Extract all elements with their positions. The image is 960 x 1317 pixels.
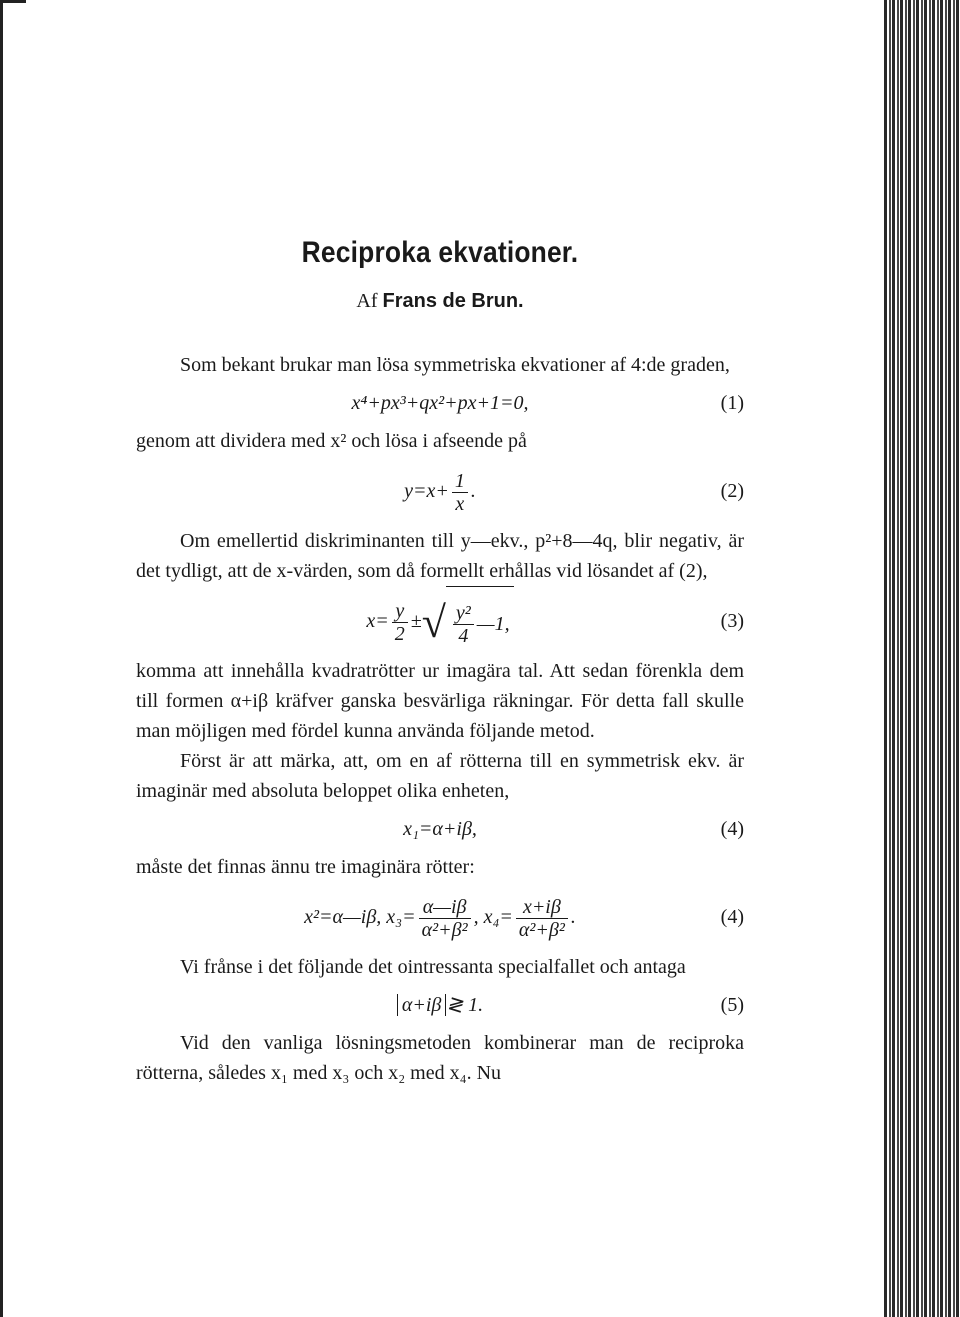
- equation-4-number: (4): [720, 818, 744, 840]
- radicand-tail: —1,: [476, 613, 510, 635]
- fraction-numerator: x+iβ: [516, 896, 568, 919]
- fraction-numerator: y²: [453, 602, 474, 625]
- equation-2-fraction: [452, 470, 468, 515]
- fraction-denominator: 2: [394, 623, 405, 645]
- equation-2: [136, 456, 744, 526]
- equation-6-rhs: 1.: [468, 994, 484, 1016]
- radicand: [446, 586, 514, 659]
- paragraph-6: måste det finnas ännu tre imaginära rötter:: [136, 856, 475, 878]
- scan-border-right: [884, 0, 960, 1317]
- author-name: Frans de Brun.: [382, 290, 524, 312]
- equation-4-body: x₁=α+iβ,: [403, 818, 477, 840]
- equation-1-body: x⁴+px³+qx²+px+1=0,: [351, 392, 529, 414]
- article: [136, 238, 744, 1088]
- paragraph-5: Först är att märka, att, om en af rötterna till en symmetrisk ekv. är imaginär med absoluta beloppet olika enheten,: [136, 750, 744, 802]
- equation-4: [136, 806, 744, 852]
- equation-5-fraction-1: [419, 896, 471, 941]
- equation-5-number: (4): [720, 906, 744, 928]
- paragraph-7: Vi frånse i det följande det ointressanta specialfallet och antaga: [180, 956, 686, 978]
- comparison-sign: ≷: [446, 994, 464, 1016]
- absolute-value: α+iβ: [397, 994, 447, 1016]
- equation-5-part-2: , x₄=: [473, 906, 513, 928]
- equation-2-tail: .: [470, 480, 476, 502]
- radical-sign-icon: √: [421, 597, 446, 647]
- equation-2-lhs: y=x+: [404, 480, 449, 502]
- equation-3-body: [366, 586, 513, 659]
- equation-5-part-1: x²=α—iβ, x₃=: [304, 906, 416, 928]
- scan-border-top: [0, 0, 26, 3]
- equation-6: [136, 982, 744, 1028]
- equation-1: [136, 380, 744, 426]
- paragraph-8: Vid den vanliga lösningsmetoden kombinerar man de reciproka rötterna, således x₁ med x₃ och x₂ med x₄. Nu: [136, 1032, 744, 1084]
- article-title: Reciproka ekvationer.: [301, 236, 579, 269]
- plus-minus-sign: ±: [410, 610, 422, 633]
- byline-prefix: Af: [356, 290, 378, 312]
- fraction-numerator: α—iβ: [419, 896, 471, 919]
- paragraph-4: komma att innehålla kvadratrötter ur imagära tal. Att sedan förenkla dem till formen α+iβ kräfver ganska besvärliga räkningar. För detta fall skulle man möjligen med fördel kunna använda följande metod.: [136, 660, 744, 742]
- equation-2-body: [404, 456, 476, 526]
- fraction-denominator: α²+β²: [518, 918, 565, 941]
- equation-3: [136, 586, 744, 656]
- paragraph-1: Som bekant brukar man lösa symmetriska ekvationer af 4:de graden,: [180, 354, 730, 376]
- equation-5-tail: .: [570, 906, 576, 928]
- equation-2-number: (2): [720, 480, 744, 502]
- byline: [136, 286, 744, 316]
- equation-3-fraction-1: [392, 600, 408, 645]
- fraction-denominator: 4: [458, 624, 469, 647]
- scan-border-left: [0, 0, 3, 1317]
- square-root: [422, 586, 514, 659]
- paragraph-3: Om emellertid diskriminanten till y—ekv., p²+8—4q, blir negativ, är det tydligt, att de x-värden, som då formellt erhållas vid lösandet af (2),: [136, 530, 744, 582]
- equation-1-number: (1): [720, 392, 744, 414]
- fraction-numerator: y: [392, 600, 408, 623]
- equation-6-number: (5): [720, 994, 744, 1016]
- paragraph-2: genom att dividera med x² och lösa i afseende på: [136, 430, 527, 452]
- fraction-numerator: 1: [452, 470, 468, 493]
- equation-3-number: (3): [720, 610, 744, 632]
- equation-5-body: [304, 882, 576, 952]
- equation-3-fraction-2: [453, 602, 474, 647]
- equation-5: [136, 882, 744, 952]
- equation-3-lhs: x=: [366, 610, 389, 633]
- equation-5-fraction-2: [516, 896, 568, 941]
- fraction-denominator: α²+β²: [421, 918, 468, 941]
- fraction-denominator: x: [455, 492, 465, 515]
- equation-6-body: [397, 982, 483, 1028]
